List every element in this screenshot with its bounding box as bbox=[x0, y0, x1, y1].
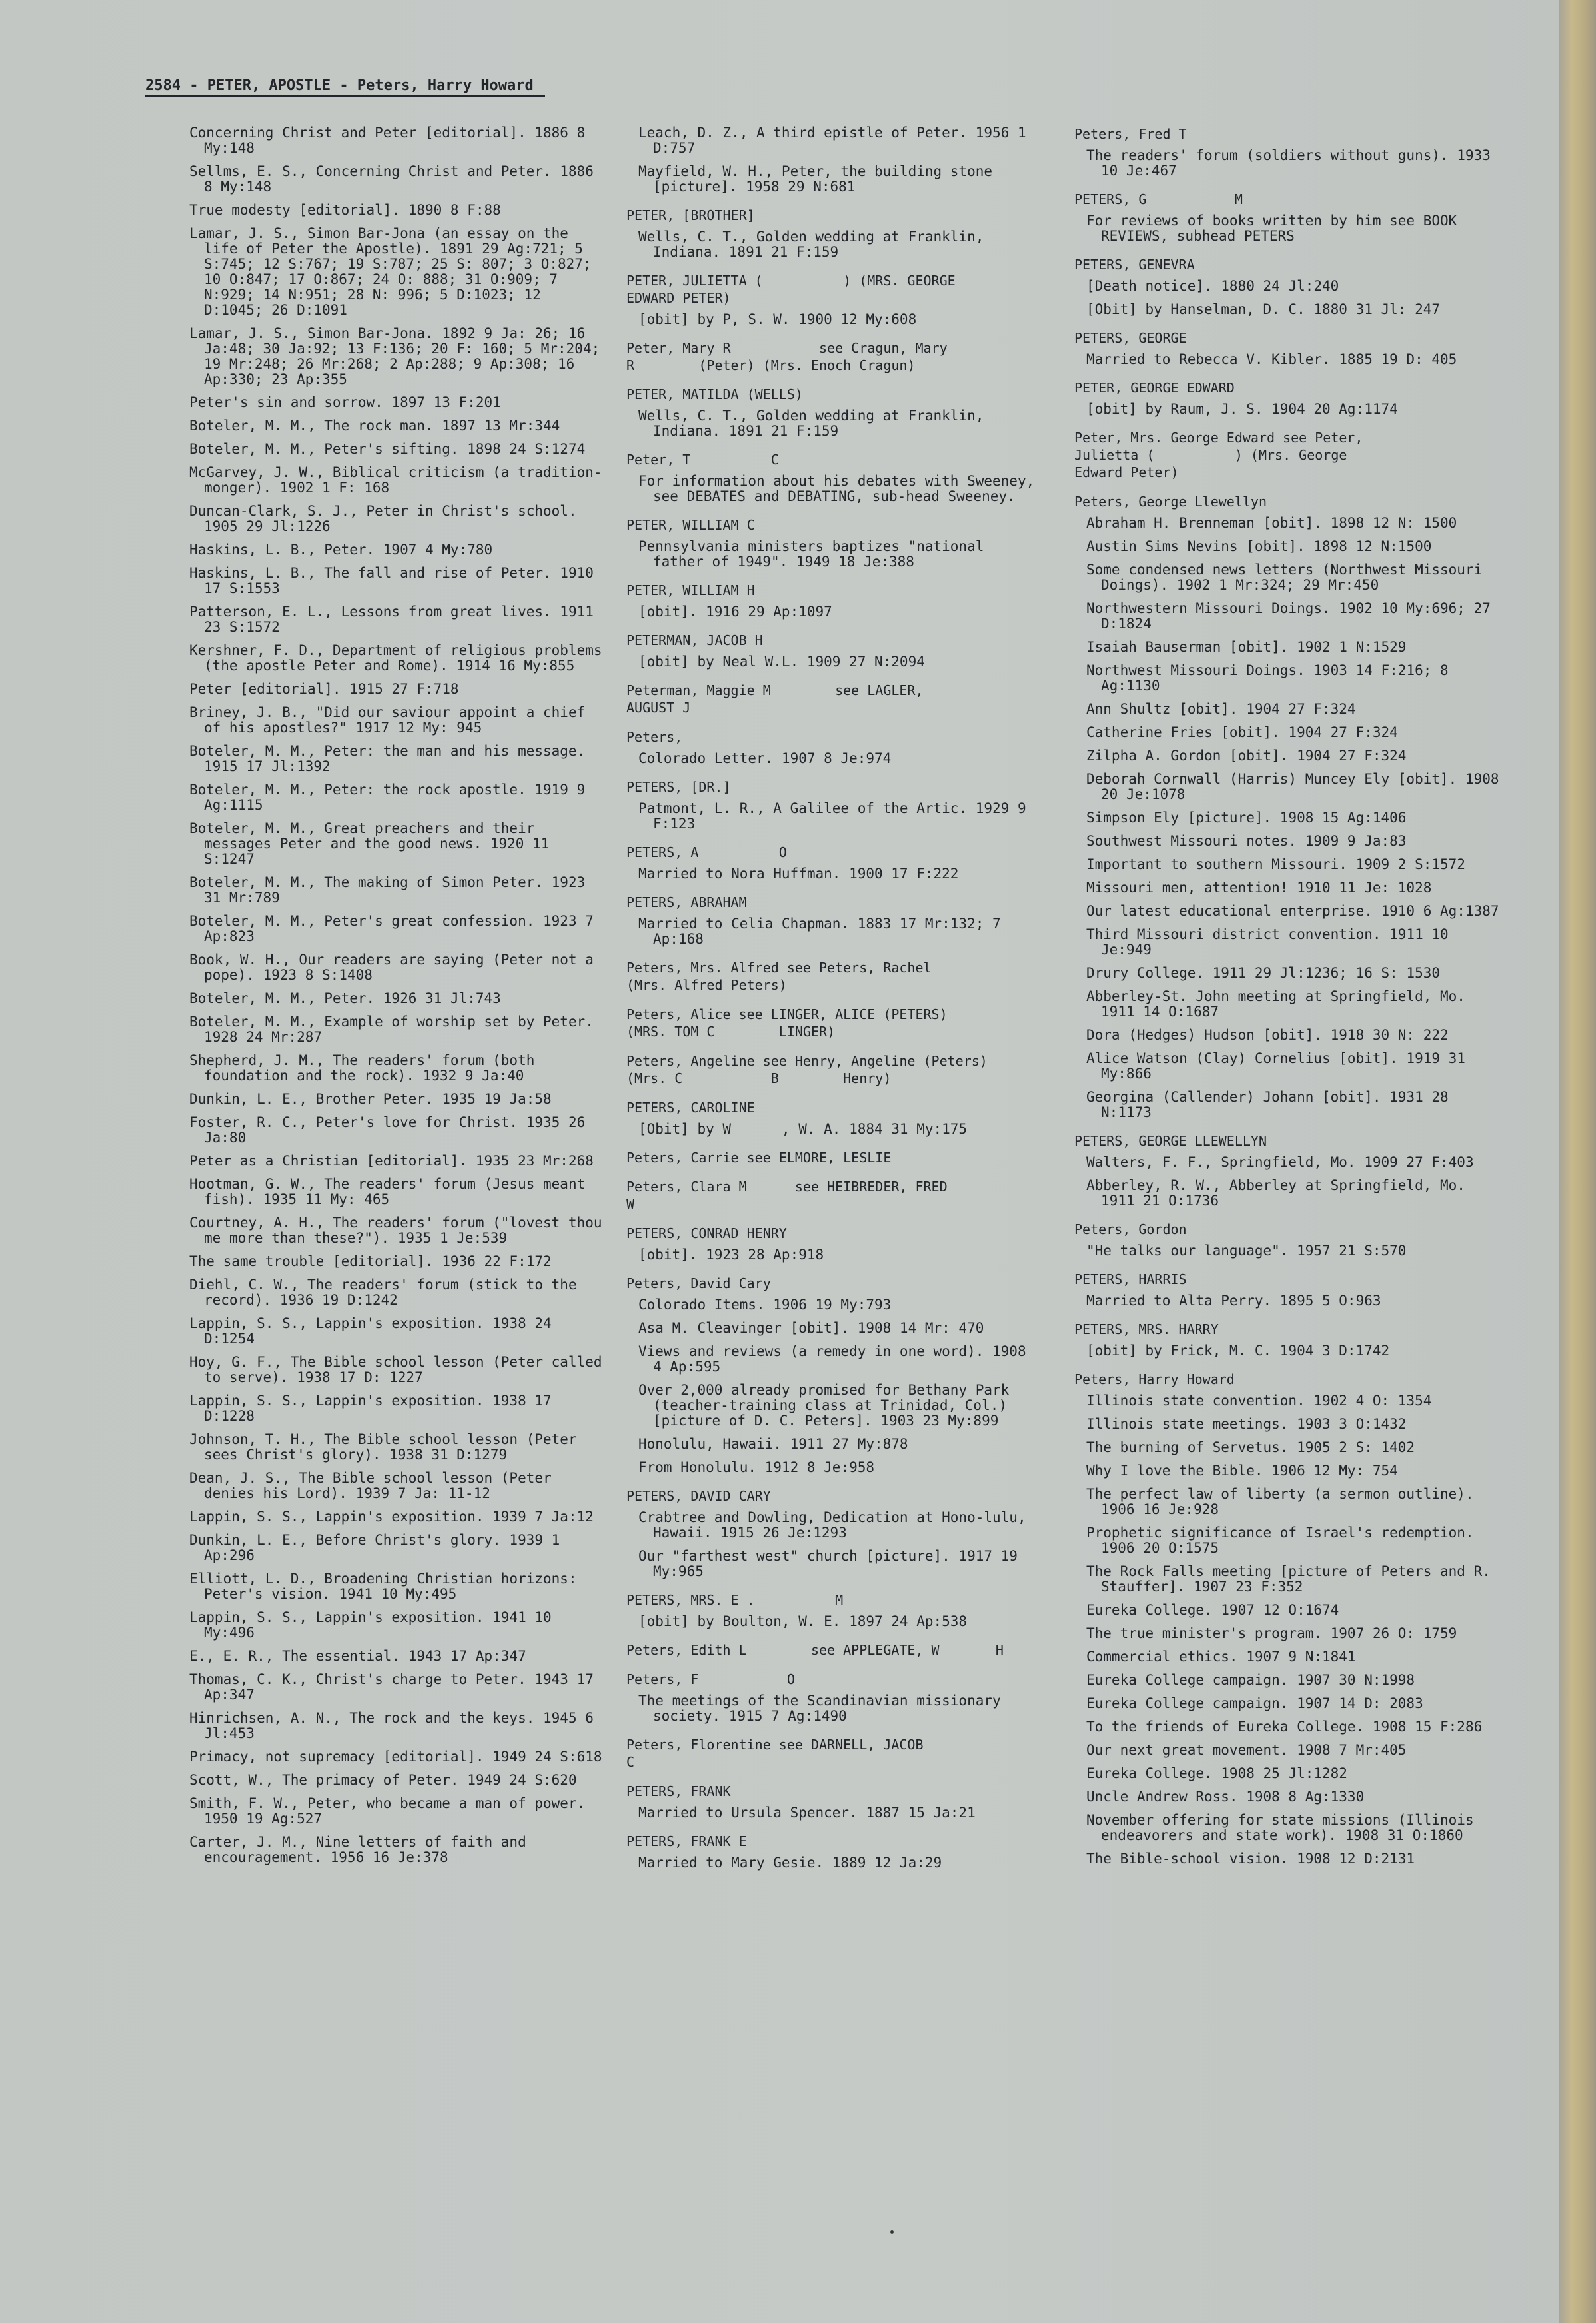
page-header: 2584 - PETER, APOSTLE - Peters, Harry Howard bbox=[145, 77, 545, 97]
index-heading: PETERMAN, JACOB H bbox=[626, 632, 763, 648]
index-entry: [obit]. 1916 29 Ap:1097 bbox=[638, 604, 832, 620]
index-entry: Peter's sin and sorrow. 1897 13 F:201 bbox=[189, 394, 501, 410]
index-heading: PETER, JULIETTA ( ) (MRS. GEORGE EDWARD PETER) bbox=[626, 273, 956, 306]
index-heading: PETERS, G M bbox=[1074, 191, 1243, 207]
index-entry: Missouri men, attention! 1910 11 Je: 1028 bbox=[1086, 880, 1432, 896]
page-mark bbox=[890, 2230, 894, 2234]
index-entry: Carter, J. M., Nine letters of faith and encouragement. 1956 16 Je:378 bbox=[189, 1834, 535, 1865]
index-entry: Lamar, J. S., Simon Bar-Jona. 1892 9 Ja: 26; 16 Ja:48; 30 Ja:92; 13 F:136; 20 F: 160; 5 Mr:204; 19 Mr:248; 26 Mr:268; 2 Ap:288; 9 Ap:308; 16 Ap:330; 23 Ap:355 bbox=[189, 325, 608, 387]
index-entry: Boteler, M. M., The making of Simon Peter. 1923 31 Mr:789 bbox=[189, 874, 594, 906]
index-entry: Illinois state convention. 1902 4 O: 1354 bbox=[1086, 1393, 1432, 1409]
index-entry: Courtney, A. H., The readers' forum ("lovest thou me more than these?"). 1935 1 Je:539 bbox=[189, 1215, 611, 1246]
index-entry: Our latest educational enterprise. 1910 6 Ag:1387 bbox=[1086, 903, 1499, 919]
index-entry: Briney, J. B., "Did our saviour appoint a chief of his apostles?" 1917 12 My: 945 bbox=[189, 704, 594, 736]
column-1 bbox=[189, 125, 611, 1873]
index-entry: Patterson, E. L., Lessons from great lives. 1911 23 S:1572 bbox=[189, 604, 602, 635]
index-entry: For reviews of books written by him see BOOK REVIEWS, subhead PETERS bbox=[1086, 213, 1465, 244]
index-heading: Peters, Gordon bbox=[1074, 1221, 1187, 1237]
index-entry: Abberley, R. W., Abberley at Springfield, Mo. 1911 21 O:1736 bbox=[1086, 1177, 1474, 1209]
index-entry: True modesty [editorial]. 1890 8 F:88 bbox=[189, 202, 501, 218]
index-entry: Haskins, L. B., The fall and rise of Peter. 1910 17 S:1553 bbox=[189, 565, 602, 596]
index-heading: PETERS, HARRIS bbox=[1074, 1271, 1187, 1287]
index-heading: Peters, Carrie see ELMORE, LESLIE bbox=[626, 1150, 892, 1165]
index-entry: Abberley-St. John meeting at Springfield, Mo. 1911 14 O:1687 bbox=[1086, 988, 1474, 1020]
index-heading: PETERS, FRANK bbox=[626, 1783, 731, 1799]
index-entry: Eureka College campaign. 1907 14 D: 2083 bbox=[1086, 1695, 1423, 1711]
index-entry: Pennsylvania ministers baptizes "national father of 1949". 1949 18 Je:388 bbox=[638, 538, 993, 570]
index-entry: Isaiah Bauserman [obit]. 1902 1 N:1529 bbox=[1086, 639, 1407, 655]
index-entry: Dean, J. S., The Bible school lesson (Peter denies his Lord). 1939 7 Ja: 11-12 bbox=[189, 1470, 560, 1501]
index-entry: Lappin, S. S., Lappin's exposition. 1939 7 Ja:12 bbox=[189, 1509, 594, 1525]
index-heading: Peters, Florentine see DARNELL, JACOB C bbox=[626, 1737, 924, 1770]
index-entry: Walters, F. F., Springfield, Mo. 1909 27 F:403 bbox=[1086, 1154, 1474, 1170]
index-entry: Married to Ursula Spencer. 1887 15 Ja:21 bbox=[638, 1805, 976, 1821]
index-heading: Peterman, Maggie M see LAGLER, AUGUST J bbox=[626, 682, 924, 716]
index-entry: Book, W. H., Our readers are saying (Peter not a pope). 1923 8 S:1408 bbox=[189, 952, 602, 983]
index-entry: [Obit] by Hanselman, D. C. 1880 31 Jl: 247 bbox=[1086, 301, 1441, 317]
index-heading: PETER, MATILDA (WELLS) bbox=[626, 387, 803, 402]
index-entry: Smith, F. W., Peter, who became a man of power. 1950 19 Ag:527 bbox=[189, 1795, 594, 1827]
index-heading: PETERS, MRS. E . M bbox=[626, 1592, 844, 1608]
index-heading: PETERS, A O bbox=[626, 844, 787, 860]
column-2 bbox=[626, 125, 1043, 1879]
index-entry: Eureka College. 1908 25 Jl:1282 bbox=[1086, 1765, 1347, 1781]
index-entry: Concerning Christ and Peter [editorial]. 1886 8 My:148 bbox=[189, 125, 594, 156]
index-entry: Hinrichsen, A. N., The rock and the keys. 1945 6 Jl:453 bbox=[189, 1710, 602, 1741]
index-entry: Mayfield, W. H., Peter, the building stone [picture]. 1958 29 N:681 bbox=[638, 163, 1001, 195]
index-entry: Hootman, G. W., The readers' forum (Jesus meant fish). 1935 11 My: 465 bbox=[189, 1176, 594, 1207]
index-entry: Lamar, J. S., Simon Bar-Jona (an essay on the life of Peter the Apostle). 1891 29 Ag:721; 5 S:745; 12 S:767; 19 S:787; 25 S: 807; 3 O:827; 10 O:847; 17 O:867; 24 O: 888; 31 O:909; 7 N:929; 14 N:951; 28 N: 996; 5 D:1023; 12 D:1045; 26 D:1091 bbox=[189, 225, 600, 318]
index-entry: Boteler, M. M., Peter: the man and his message. 1915 17 Jl:1392 bbox=[189, 743, 594, 774]
index-entry: Foster, R. C., Peter's love for Christ. 1935 26 Ja:80 bbox=[189, 1114, 594, 1146]
index-entry: McGarvey, J. W., Biblical criticism (a tradition-monger). 1902 1 F: 168 bbox=[189, 464, 602, 496]
index-entry: Lappin, S. S., Lappin's exposition. 1938 24 D:1254 bbox=[189, 1315, 560, 1347]
index-heading: PETERS, FRANK E bbox=[626, 1833, 747, 1849]
index-heading: Peter, Mary R see Cragun, Mary R (Peter) (Mrs. Enoch Cragun) bbox=[626, 340, 948, 373]
index-entry: "He talks our language". 1957 21 S:570 bbox=[1086, 1243, 1407, 1259]
index-heading: Peters, F O bbox=[626, 1671, 795, 1687]
index-entry: Illinois state meetings. 1903 3 O:1432 bbox=[1086, 1416, 1407, 1432]
index-entry: Eureka College campaign. 1907 30 N:1998 bbox=[1086, 1672, 1415, 1688]
index-heading: PETERS, GENEVRA bbox=[1074, 257, 1195, 273]
index-entry: Shepherd, J. M., The readers' forum (both foundation and the rock). 1932 9 Ja:40 bbox=[189, 1052, 544, 1084]
page-edge bbox=[1559, 0, 1596, 2323]
index-entry: Georgina (Callender) Johann [obit]. 1931 28 N:1173 bbox=[1086, 1089, 1457, 1120]
index-entry: Crabtree and Dowling, Dedication at Hono-lulu, Hawaii. 1915 26 Je:1293 bbox=[638, 1509, 1035, 1541]
index-entry: Catherine Fries [obit]. 1904 27 F:324 bbox=[1086, 724, 1398, 740]
index-entry: Dunkin, L. E., Brother Peter. 1935 19 Ja:58 bbox=[189, 1091, 552, 1107]
index-entry: Austin Sims Nevins [obit]. 1898 12 N:1500 bbox=[1086, 538, 1432, 554]
index-entry: Zilpha A. Gordon [obit]. 1904 27 F:324 bbox=[1086, 748, 1407, 764]
index-entry: Boteler, M. M., Peter. 1926 31 Jl:743 bbox=[189, 990, 501, 1006]
index-heading: Peters, Harry Howard bbox=[1074, 1371, 1235, 1387]
index-heading: Peters, Edith L see APPLEGATE, W H bbox=[626, 1642, 1004, 1658]
index-heading: Peters, Clara M see HEIBREDER, FRED W bbox=[626, 1179, 948, 1212]
index-entry: Boteler, M. M., Peter's great confession. 1923 7 Ap:823 bbox=[189, 913, 602, 944]
index-entry: [obit] by Neal W.L. 1909 27 N:2094 bbox=[638, 654, 925, 670]
index-entry: [obit] by P, S. W. 1900 12 My:608 bbox=[638, 311, 917, 327]
index-entry: Wells, C. T., Golden wedding at Franklin, Indiana. 1891 21 F:159 bbox=[638, 408, 993, 439]
index-heading: PETERS, ABRAHAM bbox=[626, 894, 747, 910]
index-heading: PETERS, GEORGE bbox=[1074, 330, 1187, 346]
index-heading: PETER, WILLIAM C bbox=[626, 517, 755, 533]
index-heading: Peters, Mrs. Alfred see Peters, Rachel (Mrs. Alfred Peters) bbox=[626, 960, 932, 993]
index-entry: Deborah Cornwall (Harris) Muncey Ely [obit]. 1908 20 Je:1078 bbox=[1086, 771, 1508, 802]
index-entry: Married to Alta Perry. 1895 5 O:963 bbox=[1086, 1293, 1381, 1309]
index-entry: Boteler, M. M., Peter: the rock apostle. 1919 9 Ag:1115 bbox=[189, 782, 594, 813]
index-entry: Married to Mary Gesie. 1889 12 Ja:29 bbox=[638, 1855, 942, 1871]
index-entry: Diehl, C. W., The readers' forum (stick to the record). 1936 19 D:1242 bbox=[189, 1277, 586, 1308]
index-entry: Commercial ethics. 1907 9 N:1841 bbox=[1086, 1649, 1356, 1665]
index-entry: [obit] by Boulton, W. E. 1897 24 Ap:538 bbox=[638, 1613, 968, 1629]
index-heading: PETERS, DAVID CARY bbox=[626, 1488, 771, 1504]
index-entry: The same trouble [editorial]. 1936 22 F:172 bbox=[189, 1253, 552, 1269]
index-entry: To the friends of Eureka College. 1908 15 F:286 bbox=[1086, 1719, 1483, 1735]
index-heading: PETERS, MRS. HARRY bbox=[1074, 1321, 1219, 1337]
index-entry: Married to Rebecca V. Kibler. 1885 19 D: 405 bbox=[1086, 351, 1457, 367]
index-entry: [obit] by Raum, J. S. 1904 20 Ag:1174 bbox=[1086, 401, 1398, 417]
index-entry: Boteler, M. M., Great preachers and their messages Peter and the good news. 1920 11 S:1247 bbox=[189, 820, 558, 867]
index-heading: PETER, GEORGE EDWARD bbox=[1074, 380, 1235, 396]
index-entry: Lappin, S. S., Lappin's exposition. 1941 10 My:496 bbox=[189, 1609, 560, 1641]
index-entry: Over 2,000 already promised for Bethany Park (teacher-training class at Trinidad, Col.) [picture of D. C. Peters]. 1903 23 My:899 bbox=[638, 1382, 1018, 1429]
index-entry: Important to southern Missouri. 1909 2 S:1572 bbox=[1086, 856, 1465, 872]
index-entry: The true minister's program. 1907 26 O: 1759 bbox=[1086, 1625, 1457, 1641]
index-entry: Lappin, S. S., Lappin's exposition. 1938 17 D:1228 bbox=[189, 1393, 560, 1424]
index-entry: November offering for state missions (Illinois endeavorers and state work). 1908 31 O:1860 bbox=[1086, 1812, 1483, 1843]
index-entry: Leach, D. Z., A third epistle of Peter. 1956 1 D:757 bbox=[638, 125, 1035, 156]
index-entry: The Rock Falls meeting [picture of Peters and R. Stauffer]. 1907 23 F:352 bbox=[1086, 1563, 1499, 1595]
index-entry: Kershner, F. D., Department of religious problems (the apostle Peter and Rome). 1914 16 My:855 bbox=[189, 642, 611, 674]
index-entry: Some condensed news letters (Northwest Missouri Doings). 1902 1 Mr:324; 29 Mr:450 bbox=[1086, 562, 1491, 593]
index-entry: Northwestern Missouri Doings. 1902 10 My:696; 27 D:1824 bbox=[1086, 600, 1499, 632]
index-heading: PETER, [BROTHER] bbox=[626, 207, 755, 223]
index-entry: Our next great movement. 1908 7 Mr:405 bbox=[1086, 1742, 1407, 1758]
index-entry: Alice Watson (Clay) Cornelius [obit]. 1919 31 My:866 bbox=[1086, 1050, 1474, 1082]
index-entry: [Obit] by W , W. A. 1884 31 My:175 bbox=[638, 1121, 968, 1137]
index-heading: PETERS, CAROLINE bbox=[626, 1100, 755, 1116]
index-entry: Duncan-Clark, S. J., Peter in Christ's school. 1905 29 Jl:1226 bbox=[189, 503, 586, 534]
index-entry: The readers' forum (soldiers without guns). 1933 10 Je:467 bbox=[1086, 147, 1499, 179]
index-entry: Married to Nora Huffman. 1900 17 F:222 bbox=[638, 866, 959, 882]
index-entry: Primacy, not supremacy [editorial]. 1949 24 S:618 bbox=[189, 1749, 602, 1765]
index-entry: Boteler, M. M., The rock man. 1897 13 Mr:344 bbox=[189, 418, 560, 434]
index-entry: Sellms, E. S., Concerning Christ and Peter. 1886 8 My:148 bbox=[189, 163, 602, 195]
index-entry: Southwest Missouri notes. 1909 9 Ja:83 bbox=[1086, 833, 1407, 849]
index-entry: Ann Shultz [obit]. 1904 27 F:324 bbox=[1086, 701, 1356, 717]
index-entry: Honolulu, Hawaii. 1911 27 My:878 bbox=[638, 1436, 908, 1452]
index-entry: Dunkin, L. E., Before Christ's glory. 1939 1 Ap:296 bbox=[189, 1532, 568, 1563]
index-entry: Asa M. Cleavinger [obit]. 1908 14 Mr: 470 bbox=[638, 1320, 984, 1336]
index-entry: Hoy, G. F., The Bible school lesson (Peter called to serve). 1938 17 D: 1227 bbox=[189, 1354, 611, 1385]
index-entry: Haskins, L. B., Peter. 1907 4 My:780 bbox=[189, 542, 493, 558]
index-heading: PETER, WILLIAM H bbox=[626, 582, 755, 598]
index-entry: From Honolulu. 1912 8 Je:958 bbox=[638, 1459, 875, 1475]
index-heading: PETERS, GEORGE LLEWELLYN bbox=[1074, 1133, 1267, 1149]
index-entry: Dora (Hedges) Hudson [obit]. 1918 30 N: 222 bbox=[1086, 1027, 1449, 1043]
index-entry: Northwest Missouri Doings. 1903 14 F:216; 8 Ag:1130 bbox=[1086, 662, 1457, 694]
index-entry: Views and reviews (a remedy in one word). 1908 4 Ap:595 bbox=[638, 1343, 1035, 1375]
index-entry: Colorado Letter. 1907 8 Je:974 bbox=[638, 750, 892, 766]
index-entry: The burning of Servetus. 1905 2 S: 1402 bbox=[1086, 1439, 1415, 1455]
index-entry: Simpson Ely [picture]. 1908 15 Ag:1406 bbox=[1086, 810, 1407, 826]
index-heading: Peters, bbox=[626, 729, 683, 745]
index-entry: Our "farthest west" church [picture]. 1917 19 My:965 bbox=[638, 1548, 1026, 1579]
index-entry: For information about his debates with Sweeney, see DEBATES and DEBATING, sub-head Sweeney. bbox=[638, 473, 1043, 504]
index-entry: Uncle Andrew Ross. 1908 8 Ag:1330 bbox=[1086, 1789, 1365, 1805]
index-entry: Why I love the Bible. 1906 12 My: 754 bbox=[1086, 1463, 1398, 1479]
index-entry: The Bible-school vision. 1908 12 D:2131 bbox=[1086, 1851, 1415, 1867]
index-entry: Johnson, T. H., The Bible school lesson (Peter sees Christ's glory). 1938 31 D:1279 bbox=[189, 1431, 586, 1463]
index-entry: Colorado Items. 1906 19 My:793 bbox=[638, 1297, 892, 1313]
index-entry: The meetings of the Scandinavian missionary society. 1915 7 Ag:1490 bbox=[638, 1693, 1010, 1724]
index-entry: Boteler, M. M., Peter's sifting. 1898 24 S:1274 bbox=[189, 441, 586, 457]
index-entry: Patmont, L. R., A Galilee of the Artic. 1929 9 F:123 bbox=[638, 800, 1035, 832]
index-entry: Thomas, C. K., Christ's charge to Peter. 1943 17 Ap:347 bbox=[189, 1671, 602, 1703]
index-heading: Peter, T C bbox=[626, 452, 779, 468]
index-entry: Wells, C. T., Golden wedding at Franklin, Indiana. 1891 21 F:159 bbox=[638, 229, 993, 260]
index-entry: Scott, W., The primacy of Peter. 1949 24 S:620 bbox=[189, 1772, 577, 1788]
index-entry: Elliott, L. D., Broadening Christian horizons: Peter's vision. 1941 10 My:495 bbox=[189, 1571, 586, 1602]
index-entry: E., E. R., The essential. 1943 17 Ap:347 bbox=[189, 1648, 526, 1664]
index-entry: The perfect law of liberty (a sermon outline). 1906 16 Je:928 bbox=[1086, 1486, 1483, 1517]
index-heading: Peters, George Llewellyn bbox=[1074, 494, 1267, 510]
index-heading: Peter, Mrs. George Edward see Peter, Julietta ( ) (Mrs. George Edward Peter) bbox=[1074, 430, 1363, 480]
index-entry: Boteler, M. M., Example of worship set by Peter. 1928 24 Mr:287 bbox=[189, 1014, 602, 1045]
column-3 bbox=[1074, 125, 1508, 1875]
index-entry: Drury College. 1911 29 Jl:1236; 16 S: 1530 bbox=[1086, 965, 1441, 981]
index-heading: Peters, Angeline see Henry, Angeline (Peters) (Mrs. C B Henry) bbox=[626, 1053, 988, 1086]
index-entry: [obit]. 1923 28 Ap:918 bbox=[638, 1247, 824, 1263]
index-entry: Eureka College. 1907 12 O:1674 bbox=[1086, 1602, 1339, 1618]
index-heading: PETERS, [DR.] bbox=[626, 779, 731, 795]
index-entry: Abraham H. Brenneman [obit]. 1898 12 N: 1500 bbox=[1086, 515, 1457, 531]
index-entry: Peter [editorial]. 1915 27 F:718 bbox=[189, 681, 459, 697]
index-entry: Peter as a Christian [editorial]. 1935 23 Mr:268 bbox=[189, 1153, 594, 1169]
index-heading: PETERS, CONRAD HENRY bbox=[626, 1225, 787, 1241]
index-entry: [Death notice]. 1880 24 Jl:240 bbox=[1086, 278, 1339, 294]
index-heading: Peters, Alice see LINGER, ALICE (PETERS) (MRS. TOM C LINGER) bbox=[626, 1006, 948, 1040]
index-entry: [obit] by Frick, M. C. 1904 3 D:1742 bbox=[1086, 1343, 1390, 1359]
index-entry: Prophetic significance of Israel's redemption. 1906 20 O:1575 bbox=[1086, 1525, 1483, 1556]
index-entry: Married to Celia Chapman. 1883 17 Mr:132; 7 Ap:168 bbox=[638, 916, 1010, 947]
index-heading: Peters, Fred T bbox=[1074, 126, 1187, 142]
index-entry: Third Missouri district convention. 1911 10 Je:949 bbox=[1086, 926, 1457, 958]
index-heading: Peters, David Cary bbox=[626, 1275, 771, 1291]
